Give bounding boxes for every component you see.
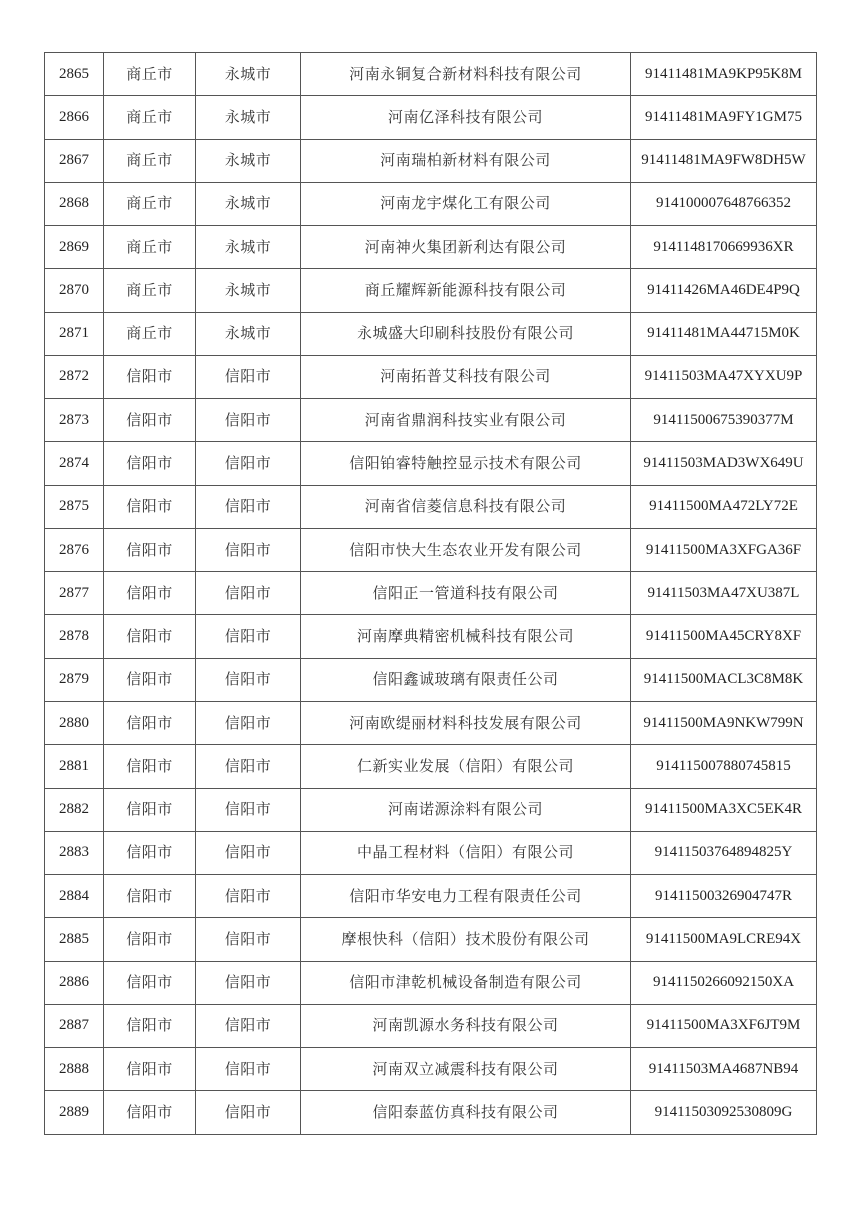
credit-code-cell: 91411503MAD3WX649U [631,442,817,485]
row-number-cell: 2880 [45,701,104,744]
county-cell: 信阳市 [196,399,301,442]
credit-code-cell: 9141148170669936XR [631,226,817,269]
row-number-cell: 2877 [45,572,104,615]
table-row [45,485,817,528]
row-number-cell: 2885 [45,918,104,961]
credit-code-cell: 914100007648766352 [631,182,817,225]
credit-code-cell: 91411481MA9FY1GM75 [631,96,817,139]
county-cell: 信阳市 [196,875,301,918]
row-number-cell: 2872 [45,355,104,398]
county-cell: 永城市 [196,139,301,182]
county-cell: 信阳市 [196,442,301,485]
row-number-cell: 2874 [45,442,104,485]
credit-code-cell: 91411426MA46DE4P9Q [631,269,817,312]
city-cell: 信阳市 [104,1004,196,1047]
row-number-cell: 2889 [45,1091,104,1134]
city-cell: 商丘市 [104,312,196,355]
company-name-cell: 商丘耀辉新能源科技有限公司 [301,269,631,312]
table-row [45,701,817,744]
city-cell: 信阳市 [104,528,196,571]
row-number-cell: 2867 [45,139,104,182]
county-cell: 信阳市 [196,1048,301,1091]
company-list-table [44,52,817,1135]
table-row [45,615,817,658]
row-number-cell: 2879 [45,658,104,701]
city-cell: 商丘市 [104,96,196,139]
company-name-cell: 永城盛大印刷科技股份有限公司 [301,312,631,355]
county-cell: 信阳市 [196,355,301,398]
credit-code-cell: 91411481MA9FW8DH5W [631,139,817,182]
credit-code-cell: 91411500MA9LCRE94X [631,918,817,961]
table-body [45,53,817,1135]
table-row [45,1091,817,1134]
credit-code-cell: 91411500MA3XC5EK4R [631,788,817,831]
company-name-cell: 河南凯源水务科技有限公司 [301,1004,631,1047]
table-row [45,788,817,831]
county-cell: 信阳市 [196,1004,301,1047]
city-cell: 信阳市 [104,1091,196,1134]
credit-code-cell: 9141150266092150XA [631,961,817,1004]
city-cell: 信阳市 [104,442,196,485]
company-name-cell: 河南摩典精密机械科技有限公司 [301,615,631,658]
company-name-cell: 信阳泰蓝仿真科技有限公司 [301,1091,631,1134]
credit-code-cell: 91411481MA44715M0K [631,312,817,355]
row-number-cell: 2882 [45,788,104,831]
city-cell: 信阳市 [104,961,196,1004]
credit-code-cell: 91411503092530809G [631,1091,817,1134]
credit-code-cell: 91411500MA3XF6JT9M [631,1004,817,1047]
company-name-cell: 河南龙宇煤化工有限公司 [301,182,631,225]
company-name-cell: 信阳正一管道科技有限公司 [301,572,631,615]
county-cell: 永城市 [196,226,301,269]
table-row [45,355,817,398]
table-row [45,831,817,874]
row-number-cell: 2888 [45,1048,104,1091]
county-cell: 永城市 [196,53,301,96]
credit-code-cell: 91411503764894825Y [631,831,817,874]
company-name-cell: 河南双立减震科技有限公司 [301,1048,631,1091]
county-cell: 信阳市 [196,701,301,744]
county-cell: 信阳市 [196,572,301,615]
county-cell: 永城市 [196,312,301,355]
table-row [45,53,817,96]
city-cell: 信阳市 [104,875,196,918]
company-name-cell: 河南欧缇丽材料科技发展有限公司 [301,701,631,744]
company-name-cell: 信阳鑫诚玻璃有限责任公司 [301,658,631,701]
city-cell: 信阳市 [104,355,196,398]
table-row [45,918,817,961]
row-number-cell: 2866 [45,96,104,139]
company-name-cell: 河南省鼎润科技实业有限公司 [301,399,631,442]
row-number-cell: 2865 [45,53,104,96]
company-name-cell: 河南诺源涂料有限公司 [301,788,631,831]
credit-code-cell: 91411500MA472LY72E [631,485,817,528]
credit-code-cell: 91411500MACL3C8M8K [631,658,817,701]
city-cell: 商丘市 [104,269,196,312]
row-number-cell: 2873 [45,399,104,442]
company-name-cell: 河南亿泽科技有限公司 [301,96,631,139]
company-name-cell: 河南神火集团新利达有限公司 [301,226,631,269]
county-cell: 信阳市 [196,918,301,961]
table-row [45,442,817,485]
county-cell: 信阳市 [196,831,301,874]
table-row [45,312,817,355]
row-number-cell: 2878 [45,615,104,658]
table-row [45,269,817,312]
company-name-cell: 河南拓普艾科技有限公司 [301,355,631,398]
city-cell: 信阳市 [104,615,196,658]
row-number-cell: 2881 [45,745,104,788]
row-number-cell: 2886 [45,961,104,1004]
company-name-cell: 河南省信菱信息科技有限公司 [301,485,631,528]
county-cell: 信阳市 [196,528,301,571]
city-cell: 商丘市 [104,226,196,269]
county-cell: 信阳市 [196,485,301,528]
city-cell: 商丘市 [104,139,196,182]
city-cell: 信阳市 [104,572,196,615]
row-number-cell: 2868 [45,182,104,225]
county-cell: 信阳市 [196,615,301,658]
company-name-cell: 信阳市津乾机械设备制造有限公司 [301,961,631,1004]
credit-code-cell: 914115007880745815 [631,745,817,788]
credit-code-cell: 91411500MA45CRY8XF [631,615,817,658]
table-row [45,658,817,701]
county-cell: 信阳市 [196,658,301,701]
row-number-cell: 2875 [45,485,104,528]
company-name-cell: 中晶工程材料（信阳）有限公司 [301,831,631,874]
city-cell: 商丘市 [104,53,196,96]
table-row [45,875,817,918]
city-cell: 信阳市 [104,918,196,961]
credit-code-cell: 91411481MA9KP95K8M [631,53,817,96]
credit-code-cell: 91411500675390377M [631,399,817,442]
table-row [45,1048,817,1091]
city-cell: 信阳市 [104,701,196,744]
document-page [44,52,816,1135]
table-row [45,182,817,225]
city-cell: 信阳市 [104,399,196,442]
county-cell: 永城市 [196,96,301,139]
table-row [45,399,817,442]
city-cell: 信阳市 [104,485,196,528]
county-cell: 永城市 [196,182,301,225]
company-name-cell: 摩根快科（信阳）技术股份有限公司 [301,918,631,961]
company-name-cell: 信阳市快大生态农业开发有限公司 [301,528,631,571]
credit-code-cell: 91411500326904747R [631,875,817,918]
table-row [45,961,817,1004]
county-cell: 信阳市 [196,788,301,831]
credit-code-cell: 91411500MA3XFGA36F [631,528,817,571]
table-row [45,139,817,182]
city-cell: 信阳市 [104,658,196,701]
row-number-cell: 2870 [45,269,104,312]
table-row [45,528,817,571]
row-number-cell: 2869 [45,226,104,269]
credit-code-cell: 91411503MA4687NB94 [631,1048,817,1091]
row-number-cell: 2884 [45,875,104,918]
table-row [45,96,817,139]
city-cell: 商丘市 [104,182,196,225]
table-row [45,572,817,615]
county-cell: 信阳市 [196,745,301,788]
table-row [45,226,817,269]
table-row [45,1004,817,1047]
table-row [45,745,817,788]
company-name-cell: 信阳铂睿特触控显示技术有限公司 [301,442,631,485]
row-number-cell: 2887 [45,1004,104,1047]
city-cell: 信阳市 [104,831,196,874]
company-name-cell: 仁新实业发展（信阳）有限公司 [301,745,631,788]
company-name-cell: 河南永铜复合新材料科技有限公司 [301,53,631,96]
credit-code-cell: 91411500MA9NKW799N [631,701,817,744]
city-cell: 信阳市 [104,788,196,831]
row-number-cell: 2871 [45,312,104,355]
row-number-cell: 2876 [45,528,104,571]
county-cell: 永城市 [196,269,301,312]
county-cell: 信阳市 [196,1091,301,1134]
city-cell: 信阳市 [104,1048,196,1091]
credit-code-cell: 91411503MA47XYXU9P [631,355,817,398]
row-number-cell: 2883 [45,831,104,874]
company-name-cell: 信阳市华安电力工程有限责任公司 [301,875,631,918]
county-cell: 信阳市 [196,961,301,1004]
company-name-cell: 河南瑞柏新材料有限公司 [301,139,631,182]
city-cell: 信阳市 [104,745,196,788]
credit-code-cell: 91411503MA47XU387L [631,572,817,615]
